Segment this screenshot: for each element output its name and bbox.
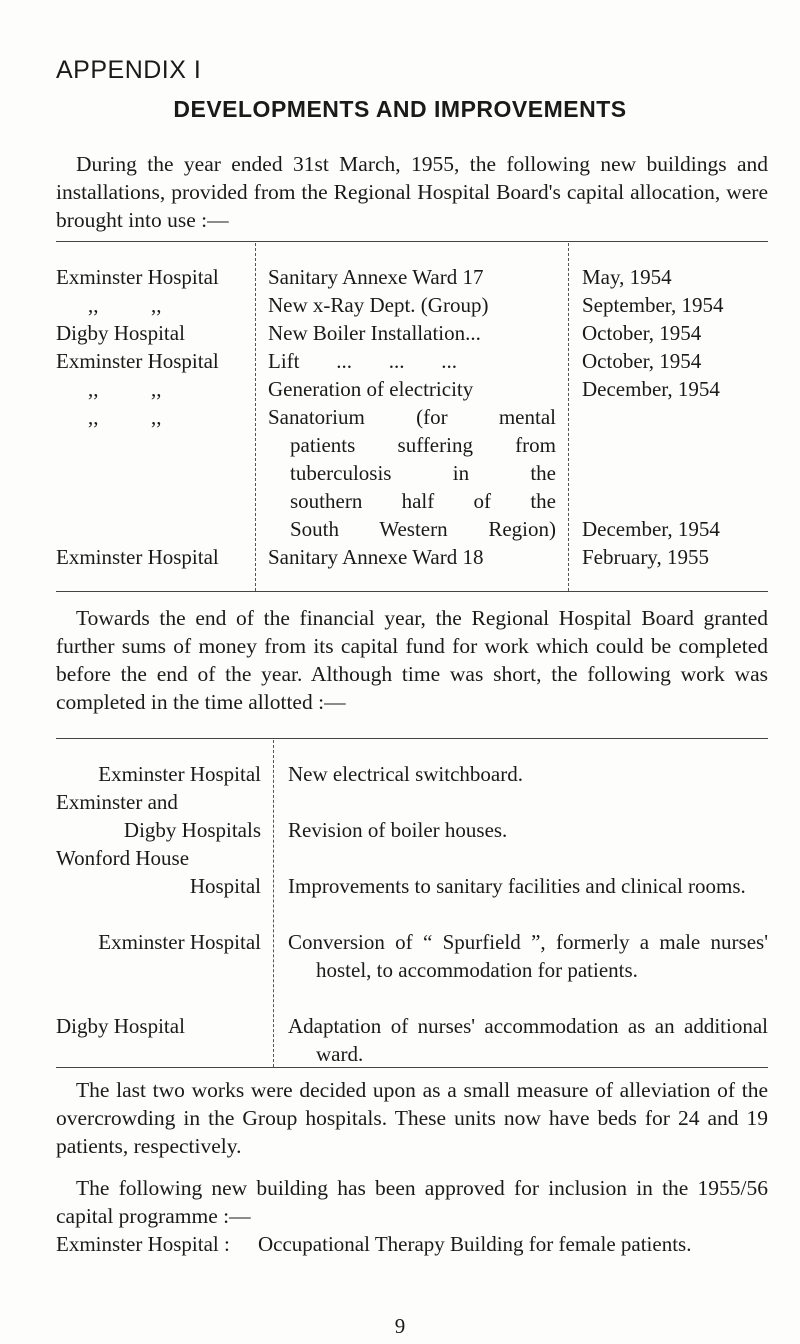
table2-work: Revision of boiler houses.	[288, 818, 508, 842]
table1-item: Sanitary Annexe Ward 18	[268, 545, 484, 569]
table2-top-rule	[56, 738, 768, 739]
financial-paragraph	[56, 604, 768, 716]
table1-item-line: patients suffering from	[290, 433, 556, 457]
table1-item-line: southern half of the	[290, 489, 556, 513]
table1-hospital-ditto: ,, ,,	[88, 377, 162, 401]
table1-item-line: Sanatorium (for mental	[268, 405, 556, 429]
programme-text: The following new building has been approved for inclusion in the 1955/56 capital programme :—	[56, 1176, 768, 1228]
table1-item: Sanitary Annexe Ward 17	[268, 265, 484, 289]
table1-item: New x-Ray Dept. (Group)	[268, 293, 489, 317]
table2-hospital: Digby Hospitals	[123, 818, 261, 842]
intro-text: During the year ended 31st March, 1955, the following new buildings and installations, provided from the Regional Hospital Board's capital allocation, were brought into use :—	[56, 152, 768, 232]
table2-work-text: Improvements to sanitary facilities and clinical rooms.	[288, 874, 746, 898]
table1-date: December, 1954	[582, 377, 720, 401]
table1-hospital: Exminster Hospital	[56, 349, 219, 373]
table2-work	[288, 872, 768, 900]
table1-item-line: tuberculosis in the	[290, 461, 556, 485]
programme-paragraph	[56, 1174, 768, 1230]
table1-hospital-ditto: ,, ,,	[88, 405, 162, 429]
approved-item	[258, 1230, 768, 1258]
table2-hospital: Digby Hospital	[56, 1014, 185, 1038]
table1-divider-2	[568, 243, 569, 591]
overcrowding-text: The last two works were decided upon as a small measure of alleviation of the overcrowding in the Group hospitals. These units now have beds for 24 and 19 patients, respectively.	[56, 1078, 768, 1158]
table1-date: September, 1954	[582, 293, 724, 317]
table1-date: February, 1955	[582, 545, 709, 569]
table1-item: Generation of electricity	[268, 377, 474, 401]
table2-bottom-rule	[56, 1067, 768, 1068]
table2-hospital: Exminster Hospital	[98, 762, 261, 786]
table2-work-text: Conversion of “ Spurfield ”, formerly a male nurses' hostel, to accommodation for patients.	[288, 930, 768, 982]
overcrowding-paragraph	[56, 1076, 768, 1160]
table2-hospital: Hospital	[189, 874, 261, 898]
table2-work	[288, 1012, 768, 1068]
table1-date: October, 1954	[582, 349, 702, 373]
table1-date: October, 1954	[582, 321, 702, 345]
table1-item-line: South Western Region)	[290, 517, 556, 541]
table2-hospital: Wonford House	[56, 846, 190, 870]
table1-bottom-rule	[56, 591, 768, 592]
table2-work-text: Adaptation of nurses' accommodation as an additional ward.	[288, 1014, 768, 1066]
table1-item: Lift ... ... ...	[268, 349, 457, 373]
table1-date: December, 1954	[582, 517, 720, 541]
table1-item: New Boiler Installation...	[268, 321, 481, 345]
table1-item-sanatorium	[268, 403, 556, 543]
appendix-label: APPENDIX I	[56, 56, 202, 84]
page-heading: DEVELOPMENTS AND IMPROVEMENTS	[173, 96, 627, 122]
table1-top-rule	[56, 241, 768, 242]
table2-work	[288, 928, 768, 984]
table1-hospital-ditto: ,, ,,	[88, 293, 162, 317]
table1-hospital: Exminster Hospital	[56, 545, 219, 569]
table1-hospital: Exminster Hospital	[56, 265, 219, 289]
table2-hospital: Exminster and	[56, 790, 178, 814]
table2-hospital: Exminster Hospital	[98, 930, 261, 954]
table1-divider-1	[255, 243, 256, 591]
approved-hospital: Exminster Hospital :	[56, 1232, 230, 1256]
table1-date: May, 1954	[582, 265, 672, 289]
table2-work: New electrical switchboard.	[288, 762, 523, 786]
table2-divider	[273, 740, 274, 1067]
intro-paragraph	[56, 150, 768, 234]
approved-item-text: Occupational Therapy Building for female patients.	[258, 1232, 692, 1256]
table1-hospital: Digby Hospital	[56, 321, 185, 345]
page-number: 9	[394, 1314, 406, 1338]
financial-text: Towards the end of the financial year, the Regional Hospital Board granted further sums of money from its capital fund for work which could be completed before the end of the year. Although time was short, the following work was completed in the time allotted :—	[56, 606, 768, 714]
